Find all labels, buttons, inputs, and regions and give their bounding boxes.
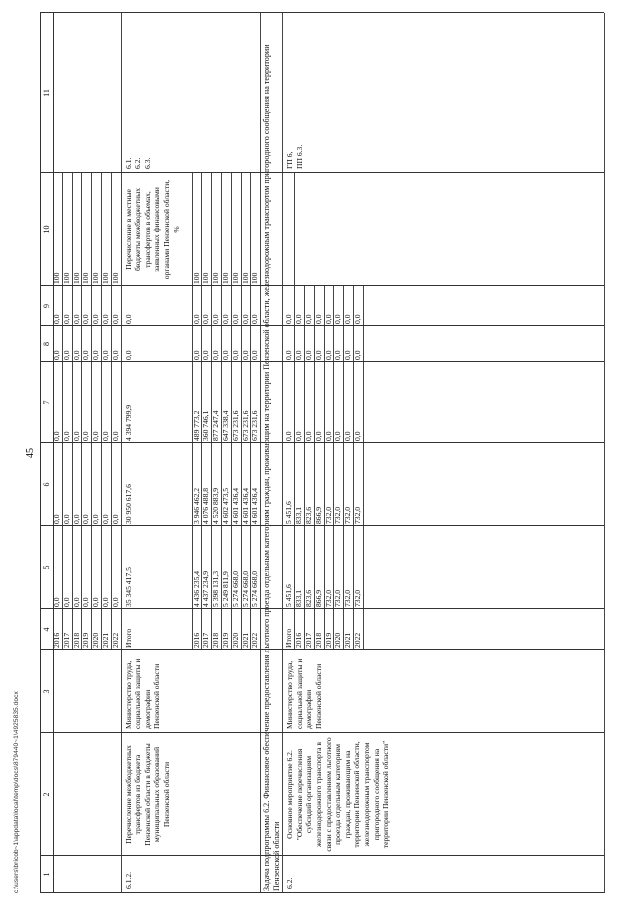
top-row-cell: 0,0 <box>52 431 61 441</box>
year-row-cell: 4 437 234,9 <box>201 570 211 607</box>
year-row-cell: 0,0 <box>250 350 260 360</box>
year-row-cell: 0,0 <box>191 350 201 360</box>
total-cell: Итого <box>284 628 294 648</box>
page-number: 45 <box>25 448 36 458</box>
year-row-cell: 0,0 <box>323 314 333 324</box>
top-row-cell: 0,0 <box>101 597 110 607</box>
measure-name: Основное мероприятие 6.2. "Обеспечение перечисления субсидий организациям железнодорожного транспорта в связи с предоставлением льготного проезда отдельным категориям граждан, проживающим на территории Пензенской области, железнодорожным транспортом пригородного сообщения на территории Пензенской области" <box>285 737 391 852</box>
year-row-cell: 0,0 <box>333 431 343 441</box>
top-row-cell: 0,0 <box>101 314 110 324</box>
top-row-cell: 0,0 <box>101 514 110 524</box>
top-row-cell: 0,0 <box>101 431 110 441</box>
top-row-cell: 100 <box>71 272 81 284</box>
column-header-1: 1 <box>40 856 54 893</box>
total-cell: 35 345 417,5 <box>123 567 133 607</box>
table-bottom-rule <box>604 13 605 893</box>
top-row-cell: 0,0 <box>71 431 81 441</box>
year-row-cell: 0,0 <box>304 431 313 441</box>
section-rule <box>260 13 261 893</box>
year-row-cell: 0,0 <box>211 350 221 360</box>
year-row-cell: 5 274 668,0 <box>230 570 240 607</box>
top-row-cell: 0,0 <box>52 314 61 324</box>
top-row-cell: 100 <box>91 272 101 284</box>
top-row-cell: 2018 <box>71 632 81 648</box>
column-rule <box>40 892 604 893</box>
year-row-cell: 0,0 <box>250 314 260 324</box>
year-row-cell: 0,0 <box>323 350 333 360</box>
top-row-cell: 2017 <box>61 632 71 648</box>
year-row-cell: 0,0 <box>343 350 353 360</box>
column-rule <box>40 325 604 326</box>
column-header-9: 9 <box>40 286 54 326</box>
total-cell: 0,0 <box>284 431 294 441</box>
total-cell: 30 950 617,6 <box>123 484 133 524</box>
year-row-cell: 0,0 <box>353 314 362 324</box>
year-row-cell: 833,1 <box>294 589 304 607</box>
year-row-cell: 732,0 <box>353 589 362 607</box>
year-row-cell: 4 436 235,4 <box>191 570 201 607</box>
year-row-cell: 4 601 436,4 <box>230 487 240 524</box>
top-row-cell: 0,0 <box>91 597 101 607</box>
year-row-cell: 673 231,6 <box>250 410 260 441</box>
item-number: 6.1.2. <box>123 871 133 889</box>
top-row-cell: 0,0 <box>110 314 120 324</box>
year-row-cell: 0,0 <box>191 314 201 324</box>
year-row-cell: 2022 <box>250 632 260 648</box>
top-row-cell: 0,0 <box>81 597 91 607</box>
total-cell: 4 394 799,9 <box>123 404 133 441</box>
year-row-cell: 2020 <box>230 632 240 648</box>
year-row-cell: 4 601 436,4 <box>240 487 250 524</box>
total-cell: 0,0 <box>123 350 133 360</box>
year-row-cell: 0,0 <box>294 431 304 441</box>
top-row-cell: 0,0 <box>110 431 120 441</box>
top-row-cell: 2021 <box>101 632 110 648</box>
total-cell: 5 451,6 <box>284 501 294 524</box>
indicator: Перечисление в местные бюджеты межбюджетных трансфертов в объемах, заявленных финансовыми органами Пензенской области, % <box>123 179 181 280</box>
year-row-cell: 0,0 <box>304 314 313 324</box>
top-row-cell: 100 <box>110 272 120 284</box>
year-row-cell: 4 602 473,5 <box>221 487 230 524</box>
year-row-cell: 0,0 <box>323 431 333 441</box>
year-row-cell: 866,9 <box>313 506 323 524</box>
top-row-cell: 0,0 <box>81 431 91 441</box>
year-row-cell: 5 274 668,0 <box>250 570 260 607</box>
column-rule <box>40 285 604 286</box>
top-row-cell: 0,0 <box>61 514 71 524</box>
column-rule <box>40 855 604 856</box>
year-row-cell: 0,0 <box>333 350 343 360</box>
year-row-cell: 0,0 <box>353 350 362 360</box>
year-row-cell: 0,0 <box>211 314 221 324</box>
year-row-cell: 5 249 811,9 <box>221 571 230 607</box>
rotated-table-page <box>12 13 622 893</box>
total-cell: 0,0 <box>284 350 294 360</box>
top-row-cell: 0,0 <box>71 350 81 360</box>
year-row-cell: 0,0 <box>343 431 353 441</box>
year-row-cell: 2020 <box>333 632 343 648</box>
year-row-cell: 0,0 <box>294 350 304 360</box>
year-row-cell: 0,0 <box>240 350 250 360</box>
year-row-cell: 0,0 <box>294 314 304 324</box>
year-row-cell: 673 231,6 <box>240 410 250 441</box>
executor: Министерство труда, социальной защиты и демографии Пензенской области <box>123 658 162 729</box>
top-row-cell: 0,0 <box>61 314 71 324</box>
column-header-10: 10 <box>40 173 54 286</box>
year-row-cell: 2018 <box>313 632 323 648</box>
column-rule <box>40 442 604 443</box>
top-row-cell: 0,0 <box>61 431 71 441</box>
year-row-cell: 100 <box>221 272 230 284</box>
year-row-cell: 2019 <box>323 632 333 648</box>
top-row-cell: 0,0 <box>110 597 120 607</box>
top-row-cell: 0,0 <box>110 350 120 360</box>
top-row-cell: 0,0 <box>52 514 61 524</box>
year-row-cell: 0,0 <box>201 314 211 324</box>
column-rule <box>40 525 604 526</box>
column-header-2: 2 <box>40 733 54 856</box>
links: 6.1. 6.2. 6.3. <box>123 157 152 169</box>
year-row-cell: 732,0 <box>353 506 362 524</box>
top-row-cell: 0,0 <box>81 514 91 524</box>
year-row-cell: 0,0 <box>304 350 313 360</box>
top-row-cell: 0,0 <box>91 314 101 324</box>
year-row-cell: 0,0 <box>221 314 230 324</box>
column-rule <box>40 649 604 650</box>
column-header-7: 7 <box>40 362 54 443</box>
top-row-cell: 0,0 <box>52 350 61 360</box>
year-row-cell: 0,0 <box>313 350 323 360</box>
column-header-11: 11 <box>40 13 54 173</box>
year-row-cell: 0,0 <box>221 350 230 360</box>
year-row-cell: 732,0 <box>333 589 343 607</box>
file-path-footer: c:\users\bricob~1\appdata\local\temp\docs\879440~1\4925835.docx <box>13 691 20 893</box>
top-row-cell: 0,0 <box>61 350 71 360</box>
year-row-cell: 823,6 <box>304 589 313 607</box>
year-row-cell: 0,0 <box>201 350 211 360</box>
year-row-cell: 732,0 <box>333 506 343 524</box>
year-row-cell: 0,0 <box>343 314 353 324</box>
year-row-cell: 823,6 <box>304 506 313 524</box>
total-cell: 5 451,6 <box>284 584 294 607</box>
year-row-cell: 647 338,4 <box>221 410 230 441</box>
year-row-cell: 2016 <box>294 632 304 648</box>
item-number: 6.2. <box>285 877 295 889</box>
year-row-cell: 732,0 <box>323 589 333 607</box>
year-row-cell: 100 <box>230 272 240 284</box>
top-row-cell: 0,0 <box>71 597 81 607</box>
year-row-cell: 0,0 <box>313 431 323 441</box>
column-header-4: 4 <box>40 609 54 650</box>
year-row-cell: 2016 <box>191 632 201 648</box>
year-row-cell: 100 <box>240 272 250 284</box>
top-row-cell: 2019 <box>81 632 91 648</box>
row-rule <box>363 286 364 650</box>
year-row-cell: 4 520 883,9 <box>211 487 221 524</box>
year-row-cell: 2018 <box>211 632 221 648</box>
top-row-cell: 0,0 <box>81 350 91 360</box>
year-row-cell: 4 076 488,8 <box>201 487 211 524</box>
year-row-cell: 100 <box>250 272 260 284</box>
top-row-cell: 100 <box>81 272 91 284</box>
year-row-cell: 0,0 <box>230 350 240 360</box>
top-row-cell: 0,0 <box>71 514 81 524</box>
top-row-cell: 100 <box>101 272 110 284</box>
year-row-cell: 2021 <box>240 632 250 648</box>
year-row-cell: 732,0 <box>343 506 353 524</box>
column-header-8: 8 <box>40 326 54 362</box>
year-row-cell: 5 274 668,0 <box>240 570 250 607</box>
year-row-cell: 2022 <box>353 632 362 648</box>
top-row-cell: 0,0 <box>91 350 101 360</box>
top-row-cell: 2020 <box>91 632 101 648</box>
top-row-cell: 0,0 <box>52 597 61 607</box>
top-row-cell: 0,0 <box>91 431 101 441</box>
year-row-cell: 100 <box>191 272 201 284</box>
total-cell: Итого <box>123 628 133 648</box>
task-heading: Задача подпрограммы 6.2. Финансовое обеспечение предоставления льготного проезда отдельным категориям граждан, проживающим на территории Пензенской области, железнодорожным транспортом пригородного сообщения на территории Пензенской области <box>262 44 282 891</box>
year-row-cell: 732,0 <box>343 589 353 607</box>
year-row-cell: 100 <box>201 272 211 284</box>
year-row-cell: 877 247,4 <box>211 410 221 441</box>
top-row-cell: 0,0 <box>91 514 101 524</box>
year-row-cell: 3 946 462,2 <box>191 487 201 524</box>
section-rule <box>282 13 283 893</box>
year-row-cell: 0,0 <box>230 314 240 324</box>
year-row-cell: 4 601 436,4 <box>250 487 260 524</box>
year-row-cell: 100 <box>211 272 221 284</box>
total-cell: 0,0 <box>284 314 294 324</box>
column-rule <box>40 608 604 609</box>
year-row-cell: 489 773,2 <box>191 410 201 441</box>
top-row-cell: 0,0 <box>81 314 91 324</box>
section-rule <box>121 13 122 893</box>
year-row-cell: 673 231,6 <box>230 410 240 441</box>
top-row-cell: 0,0 <box>110 514 120 524</box>
column-rule <box>40 361 604 362</box>
column-rule <box>40 732 604 733</box>
year-row-cell: 2019 <box>221 632 230 648</box>
year-row-cell: 0,0 <box>333 314 343 324</box>
column-rule <box>40 172 604 173</box>
year-row-cell: 360 746,1 <box>201 410 211 441</box>
year-row-cell: 2017 <box>304 632 313 648</box>
year-row-cell: 2017 <box>201 632 211 648</box>
year-row-cell: 0,0 <box>353 431 362 441</box>
total-cell: 0,0 <box>123 314 133 324</box>
column-header-3: 3 <box>40 650 54 733</box>
year-row-cell: 0,0 <box>313 314 323 324</box>
year-row-cell: 732,0 <box>323 506 333 524</box>
measure-name: Перечисление межбюджетных трансфертов из бюджета Пензенской области в бюджеты муниципальных образований Пензенской области <box>123 743 171 846</box>
top-row-cell: 100 <box>61 272 71 284</box>
top-row-cell: 2016 <box>52 632 61 648</box>
year-row-cell: 833,1 <box>294 506 304 524</box>
top-row-cell: 0,0 <box>71 314 81 324</box>
column-header-6: 6 <box>40 443 54 526</box>
year-row-cell: 2021 <box>343 632 353 648</box>
top-row-cell: 2022 <box>110 632 120 648</box>
executor: Министерство труда, социальной защиты и демографии Пензенской области <box>285 658 323 729</box>
top-row-cell: 100 <box>52 272 61 284</box>
year-row-cell: 5 398 131,3 <box>211 570 221 607</box>
links: ГП 6, ПП 6.3. <box>285 144 304 169</box>
year-row-cell: 866,9 <box>313 589 323 607</box>
column-rule <box>40 12 604 13</box>
column-header-5: 5 <box>40 526 54 609</box>
year-row-cell: 0,0 <box>240 314 250 324</box>
top-row-cell: 0,0 <box>101 350 110 360</box>
top-row-cell: 0,0 <box>61 597 71 607</box>
